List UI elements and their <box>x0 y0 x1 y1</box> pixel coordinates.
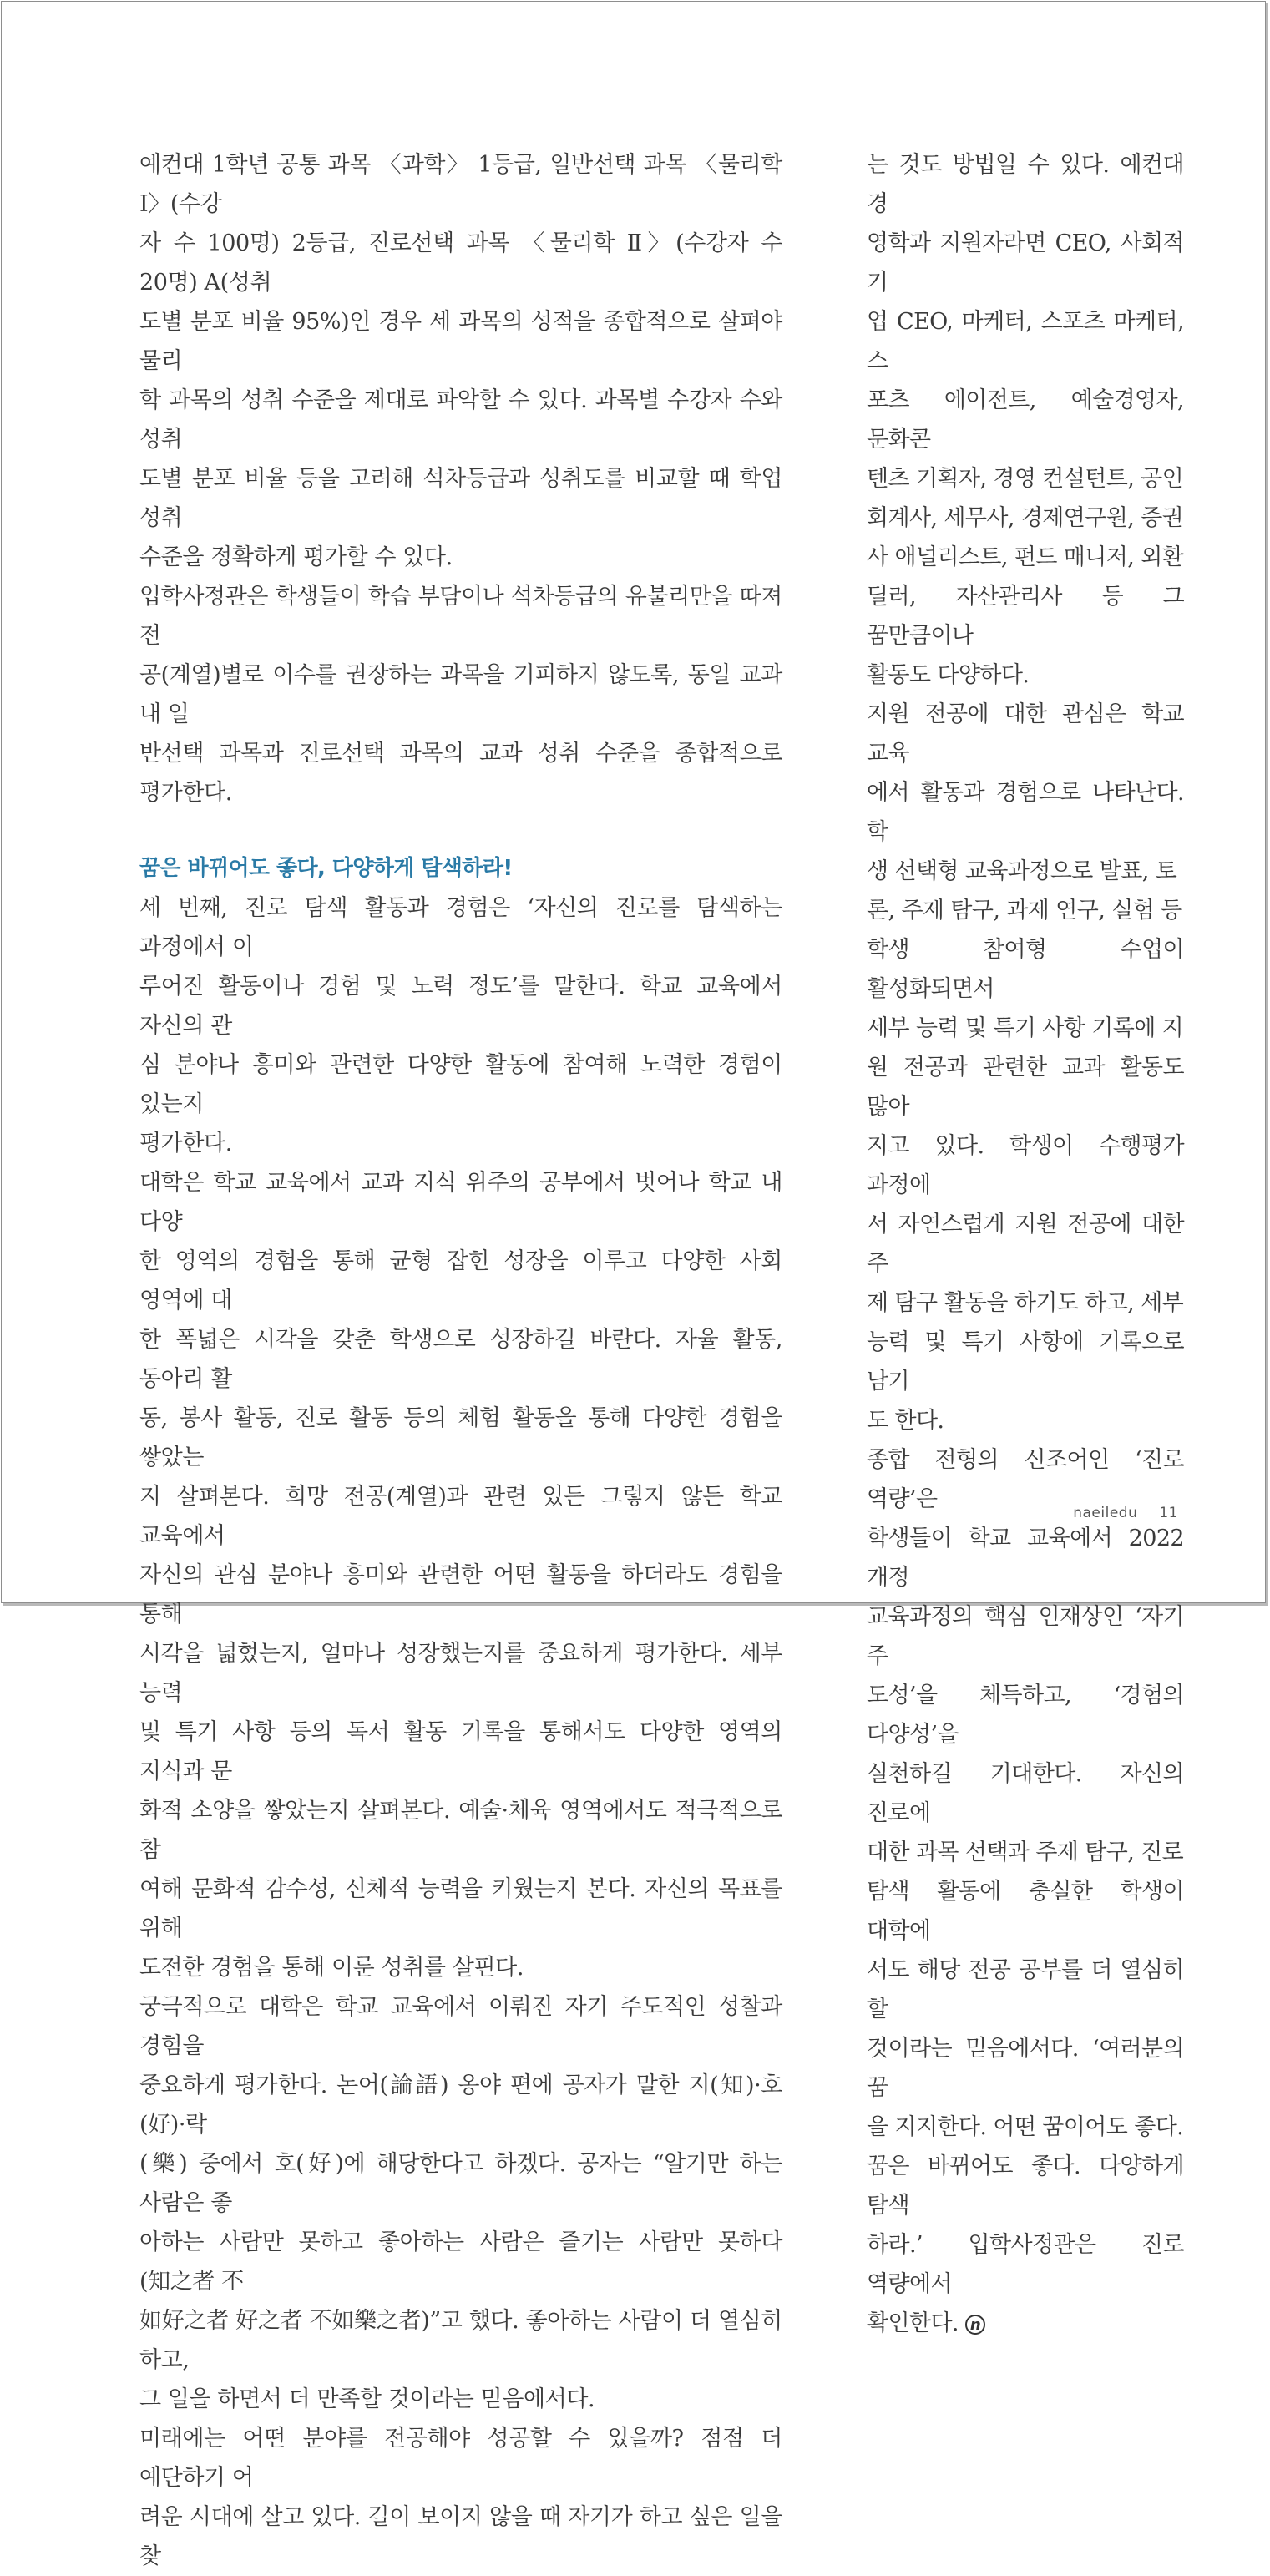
body-paragraph-1: 예컨대 1학년 공통 과목 〈과학〉 1등급, 일반선택 과목 〈물리학 Ⅰ〉(수강 자 수 100명) 2등급, 진로선택 과목 〈물리학 Ⅱ〉(수강자 수 20명) A(성취 도별 분포 비율 95%)인 경우 세 과목의 성적을 종합적으로 살펴야 물리 학 과목의 성취 수준을 제대로 파악할 수 있다. 과목별 수강자 수와 성취 도별 분포 비율 등을 고려해 석차등급과 성취도를 비교할 때 학업 성취 수준을 정확하게 평가할 수 있다. <box>139 152 782 570</box>
page-frame <box>1 1 1266 2569</box>
section-heading: 꿈은 바뀌어도 좋다, 다양하게 탐색하라! <box>139 856 513 881</box>
body-paragraph-6: 미래에는 어떤 분야를 전공해야 성공할 수 있을까? 점점 더 예단하기 어 려운 시대에 살고 있다. 길이 보이지 않을 때 자기가 하고 싶은 일을 찾 <box>139 2426 782 2569</box>
page-footer <box>1073 1505 1178 1521</box>
article-end-mark-icon: n <box>965 2315 985 2335</box>
body-paragraph-5: 궁극적으로 대학은 학교 교육에서 이뤄진 자기 주도적인 성찰과 경험을 중요하게 평가한다. 논어(論語) 옹야 편에 공자가 말한 지(知)·호(好)·락 (樂) 중에서 호(好)에 해당한다고 하겠다. 공자는 “알기만 하는 사람은 좋 아하는 사람만 못하고 좋아하는 사람은 즐기는 사람만 못하다(知之者 不 如好之者 好之者 不如樂之者)”고 했다. 좋아하는 사람이 더 열심히 하고, 그 일을 하면서 더 만족할 것이라는 믿음에서다. <box>139 1994 782 2412</box>
left-column <box>139 145 782 2576</box>
body-paragraph-4: 대학은 학교 교육에서 교과 지식 위주의 공부에서 벗어나 학교 내 다양 한 영역의 경험을 통해 균형 잡힌 성장을 이루고 다양한 사회 영역에 대 한 폭넓은 시각을 갖춘 학생으로 성장하길 바란다. 자율 활동, 동아리 활 동, 봉사 활동, 진로 활동 등의 체험 활동을 통해 다양한 경험을 쌓았는 지 살펴본다. 희망 전공(계열)과 관련 있든 그렇지 않든 학교 교육에서 자신의 관심 분야나 흥미와 관련한 어떤 활동을 하더라도 경험을 통해 시각을 넓혔는지, 얼마나 성장했는지를 중요하게 평가한다. 세부 능력 및 특기 사항 등의 독서 활동 기록을 통해서도 다양한 영역의 지식과 문 화적 소양을 쌓았는지 살펴본다. 예술·체육 영역에서도 적극적으로 참 여해 문화적 감수성, 신체적 능력을 키웠는지 본다. 자신의 목표를 위해 도전한 경험을 통해 이룬 성취를 살핀다. <box>139 1170 782 1981</box>
body-paragraph-9 <box>867 1440 1184 2343</box>
closing-text: 종합 전형의 신조어인 ‘진로 역량’은 학생들이 학교 교육에서 2022 개정 교육과정의 핵심 인재상인 ‘자기 주 도성’을 체득하고, ‘경험의 다양성’을 실천하길 기대한다. 자신의 진로에 대한 과목 선택과 주제 탐구, 진로 탐색 활동에 충실한 학생이 대학에 서도 해당 전공 공부를 더 열심히 할 것이라는 믿음에서다. ‘여러분의 꿈 을 지지한다. 어떤 꿈이어도 좋다. 꿈은 바뀌어도 좋다. 다양하게 탐색 하라.’ 입학사정관은 진로 역량에서 확인한다. <box>867 1447 1184 2336</box>
page-number: 11 <box>1159 1505 1178 1521</box>
body-paragraph-8: 지원 전공에 대한 관심은 학교 교육 에서 활동과 경험으로 나타난다. 학 생 선택형 교육과정으로 발표, 토 론, 주제 탐구, 과제 연구, 실험 등 학생 참여형 수업이 활성화되면서 세부 능력 및 특기 사항 기록에 지 원 전공과 관련한 교과 활동도 많아 지고 있다. 학생이 수행평가 과정에 서 자연스럽게 지원 전공에 대한 주 제 탐구 활동을 하기도 하고, 세부 능력 및 특기 사항에 기록으로 남기 도 한다. <box>867 701 1184 1434</box>
footer-brand: naeiledu <box>1073 1505 1138 1521</box>
body-paragraph-7: 는 것도 방법일 수 있다. 예컨대 경 영학과 지원자라면 CEO, 사회적 기 업 CEO, 마케터, 스포츠 마케터, 스 포츠 에이전트, 예술경영자, 문화콘 텐츠 기획자, 경영 컨설턴트, 공인 회계사, 세무사, 경제연구원, 증권 사 애널리스트, 펀드 매니저, 외환 딜러, 자산관리사 등 그 꿈만큼이나 활동도 다양하다. <box>867 152 1184 688</box>
right-column <box>867 145 1184 2343</box>
body-paragraph-2: 입학사정관은 학생들이 학습 부담이나 석차등급의 유불리만을 따져 전 공(계열)별로 이수를 권장하는 과목을 기피하지 않도록, 동일 교과 내 일 반선택 과목과 진로선택 과목의 교과 성취 수준을 종합적으로 평가한다. <box>139 584 782 806</box>
body-paragraph-3: 세 번째, 진로 탐색 활동과 경험은 ‘자신의 진로를 탐색하는 과정에서 이 루어진 활동이나 경험 및 노력 정도’를 말한다. 학교 교육에서 자신의 관 심 분야나 흥미와 관련한 다양한 활동에 참여해 노력한 경험이 있는지 평가한다. <box>139 895 782 1156</box>
